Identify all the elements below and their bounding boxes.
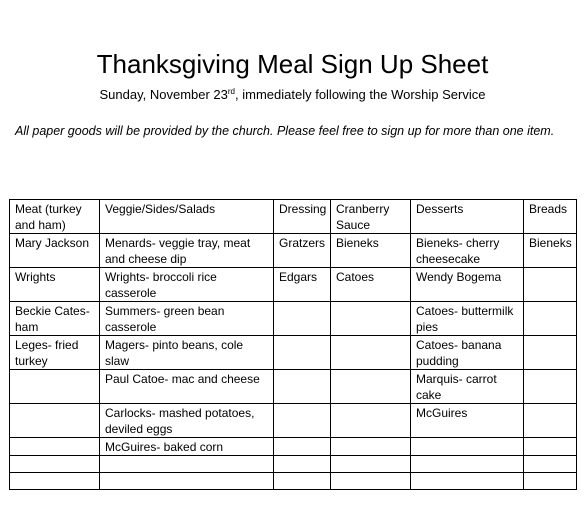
table-row [10, 268, 577, 302]
cell-meat [10, 404, 100, 438]
cell-meat: Mary Jackson [10, 234, 100, 268]
cell-veggie [100, 473, 274, 490]
cell-veggie: Magers- pinto beans, cole slaw [100, 336, 274, 370]
cell-desserts: McGuires [411, 404, 524, 438]
cell-meat: Beckie Cates- ham [10, 302, 100, 336]
cell-veggie: Paul Catoe- mac and cheese [100, 370, 274, 404]
document-subtitle [0, 86, 585, 104]
table-row [10, 336, 577, 370]
cell-desserts [411, 438, 524, 456]
cell-breads [524, 370, 577, 404]
document-title: Thanksgiving Meal Sign Up Sheet [96, 49, 489, 79]
cell-desserts: Catoes- buttermilk pies [411, 302, 524, 336]
cell-cranberry: Bieneks [331, 234, 411, 268]
cell-cranberry [331, 336, 411, 370]
cell-meat [10, 438, 100, 456]
cell-breads [524, 404, 577, 438]
table-row [10, 473, 577, 490]
cell-breads: Bieneks [524, 234, 577, 268]
cell-dressing: Edgars [274, 268, 331, 302]
cell-cranberry [331, 456, 411, 473]
cell-cranberry [331, 404, 411, 438]
header-veggie-sides-salads: Veggie/Sides/Salads [100, 200, 274, 234]
cell-dressing [274, 404, 331, 438]
header-dressing: Dressing [274, 200, 331, 234]
cell-cranberry: Catoes [331, 268, 411, 302]
table-row [10, 370, 577, 404]
table-row [10, 404, 577, 438]
cell-dressing [274, 370, 331, 404]
table-row [10, 438, 577, 456]
cell-veggie: McGuires- baked corn [100, 438, 274, 456]
cell-meat: Leges- fried turkey [10, 336, 100, 370]
cell-breads [524, 302, 577, 336]
cell-cranberry [331, 438, 411, 456]
cell-veggie: Carlocks- mashed potatoes, deviled eggs [100, 404, 274, 438]
table-row [10, 456, 577, 473]
paper-goods-note: All paper goods will be provided by the church. Please feel free to sign up for more than one item. [15, 124, 555, 138]
cell-dressing [274, 473, 331, 490]
cell-cranberry [331, 302, 411, 336]
cell-desserts: Wendy Bogema [411, 268, 524, 302]
cell-veggie: Wrights- broccoli rice casserole [100, 268, 274, 302]
cell-meat [10, 370, 100, 404]
header-desserts: Desserts [411, 200, 524, 234]
cell-desserts: Bieneks- cherry cheesecake [411, 234, 524, 268]
cell-meat [10, 473, 100, 490]
table-header-row [10, 200, 577, 234]
cell-desserts [411, 456, 524, 473]
cell-breads [524, 438, 577, 456]
cell-veggie: Summers- green bean casserole [100, 302, 274, 336]
cell-dressing [274, 438, 331, 456]
cell-dressing: Gratzers [274, 234, 331, 268]
cell-cranberry [331, 473, 411, 490]
subtitle-date: Sunday, November 23 [99, 87, 228, 102]
table-row [10, 302, 577, 336]
cell-cranberry [331, 370, 411, 404]
table-row [10, 234, 577, 268]
cell-breads [524, 473, 577, 490]
cell-dressing [274, 456, 331, 473]
header-breads: Breads [524, 200, 577, 234]
cell-meat [10, 456, 100, 473]
subtitle-event: , immediately following the Worship Service [235, 87, 486, 102]
cell-breads [524, 268, 577, 302]
cell-veggie [100, 456, 274, 473]
cell-dressing [274, 302, 331, 336]
cell-meat: Wrights [10, 268, 100, 302]
header-cranberry-sauce: Cranberry Sauce [331, 200, 411, 234]
signup-table [9, 199, 577, 490]
cell-breads [524, 336, 577, 370]
cell-desserts [411, 473, 524, 490]
header-meat: Meat (turkey and ham) [10, 200, 100, 234]
cell-desserts: Catoes- banana pudding [411, 336, 524, 370]
cell-desserts: Marquis- carrot cake [411, 370, 524, 404]
cell-breads [524, 456, 577, 473]
cell-veggie: Menards- veggie tray, meat and cheese dip [100, 234, 274, 268]
cell-dressing [274, 336, 331, 370]
subtitle-date-suffix: rd [227, 87, 236, 96]
